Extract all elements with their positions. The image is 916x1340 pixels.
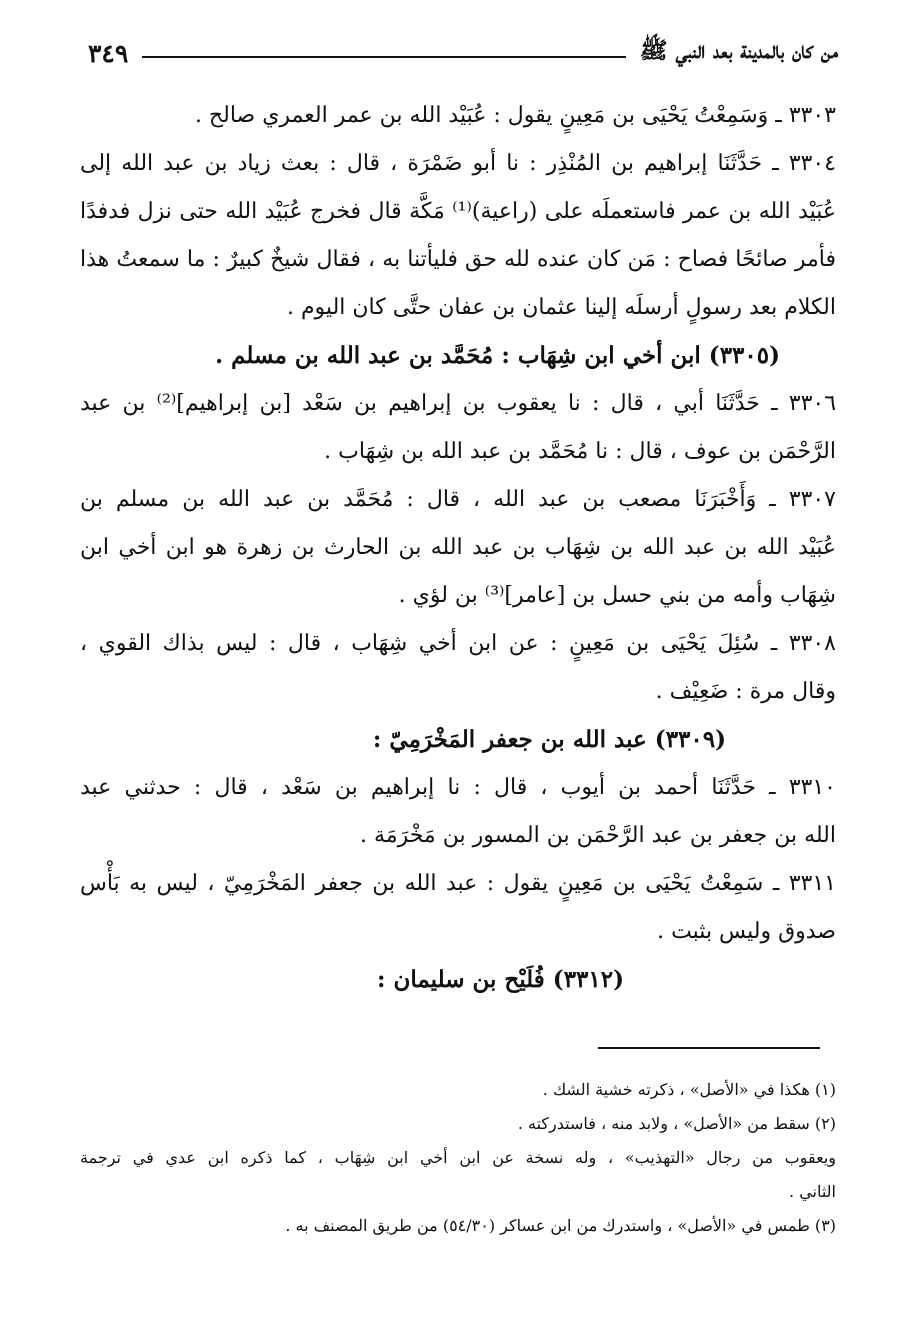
entry-3303: ٣٣٠٣ ـ وَسَمِعْتُ يَحْيَى بن مَعِينٍ يقول : عُبَيْد الله بن عمر العمري صالح .: [194, 103, 836, 128]
entry-3304-line-1: ٣٣٠٤ ـ حَدَّثَنَا إبراهيم بن المُنْذِر : نا أبو ضَمْرَة ، قال : بعث زياد بن عبد الله إلى: [80, 151, 836, 176]
footnote-2: (٢) سقط من «الأصل» ، ولابد منه ، فاستدركته .: [517, 1114, 836, 1133]
entry-3307-line-3: شِهَاب وأمه من بني حسل بن [عامر]⁽³⁾ بن لؤي .: [398, 583, 836, 608]
running-header: [88, 28, 838, 78]
entry-3311-line-2: صدوق وليس بثبت .: [657, 919, 836, 944]
entry-3306-line-2: الرَّحْمَن بن عوف ، قال : نا مُحَمَّد بن عبد الله بن شِهَاب .: [324, 439, 836, 464]
entry-3307-line-2: عُبَيْد الله بن عبد الله بن شِهَاب بن عبد الله بن الحارث بن زهرة هو ابن أخي ابن: [80, 535, 836, 560]
entry-3311-line-1: ٣٣١١ ـ سَمِعْتُ يَحْيَى بن مَعِينٍ يقول : عبد الله بن جعفر المَخْرَمِيّ ، ليس به بَأْس: [80, 871, 836, 896]
section-heading-3305: (٣٣٠٥) ابن أخي ابن شِهَاب : مُحَمَّد بن عبد الله بن مسلم .: [215, 342, 780, 369]
header-rule: [142, 56, 625, 58]
running-title: من كان بالمدينة بعد النبي ﷺ: [639, 37, 838, 64]
footnote-3: (٣) طمس في «الأصل» ، واستدرك من ابن عساكر (٥٤/٣٠) من طريق المصنف به .: [285, 1216, 836, 1235]
section-heading-3312: (٣٣١٢) فُلَيْح بن سليمان :: [376, 966, 624, 993]
footnote-2-continuation: ويعقوب من رجال «التهذيب» ، وله نسخة عن ابن أخي ابن شِهَاب ، كما ذكره ابن عدي في ترجمة: [80, 1148, 836, 1167]
entry-3310-line-1: ٣٣١٠ ـ حَدَّثَنَا أحمد بن أيوب ، قال : نا إبراهيم بن سَعْد ، قال : حدثني عبد: [80, 775, 836, 800]
footnote-2-continuation-end: الثاني .: [789, 1182, 836, 1201]
footnote-separator: [598, 1047, 820, 1049]
footnotes: [80, 1073, 836, 1243]
entry-3304-line-4: الكلام بعد رسولٍ أرسلَه إلينا عثمان بن عفان حتَّى كان اليوم .: [286, 295, 836, 320]
entry-3307-line-1: ٣٣٠٧ ـ وَأَخْبَرَنَا مصعب بن عبد الله ، قال : مُحَمَّد بن عبد الله بن مسلم بن: [80, 487, 836, 512]
section-heading-3309: (٣٣٠٩) عبد الله بن جعفر المَخْرَمِيّ :: [372, 726, 726, 753]
entry-3304-line-2: عُبَيْد الله بن عمر فاستعملَه على (راعية)⁽¹⁾ مَكَّة قال فخرج عُبَيْد الله حتى نزل فدفدًا: [80, 199, 836, 224]
main-text: [80, 92, 836, 1004]
page-number: ٣٤٩: [88, 38, 129, 68]
entry-3308-line-2: وقال مرة : ضَعِيْف .: [655, 679, 836, 704]
entry-3308-line-1: ٣٣٠٨ ـ سُئِلَ يَحْيَى بن مَعِينٍ : عن ابن أخي شِهَاب ، قال : ليس بذاك القوي ،: [80, 631, 836, 656]
entry-3304-line-3: فأمر صائحًا فصاح : مَن كان عنده لله حق فليأتنا به ، فقال شيخٌ كبيرٌ : ما سمعتُ هذا: [80, 247, 836, 272]
entry-3306-line-1: ٣٣٠٦ ـ حَدَّثَنَا أبي ، قال : نا يعقوب بن إبراهيم بن سَعْد [بن إبراهيم]⁽²⁾ بن عبد: [80, 391, 836, 416]
footnote-1: (١) هكذا في «الأصل» ، ذكرته خشية الشك .: [542, 1080, 836, 1099]
entry-3310-line-2: الله بن جعفر بن عبد الرَّحْمَن بن المسور بن مَخْرَمَة .: [360, 823, 836, 848]
